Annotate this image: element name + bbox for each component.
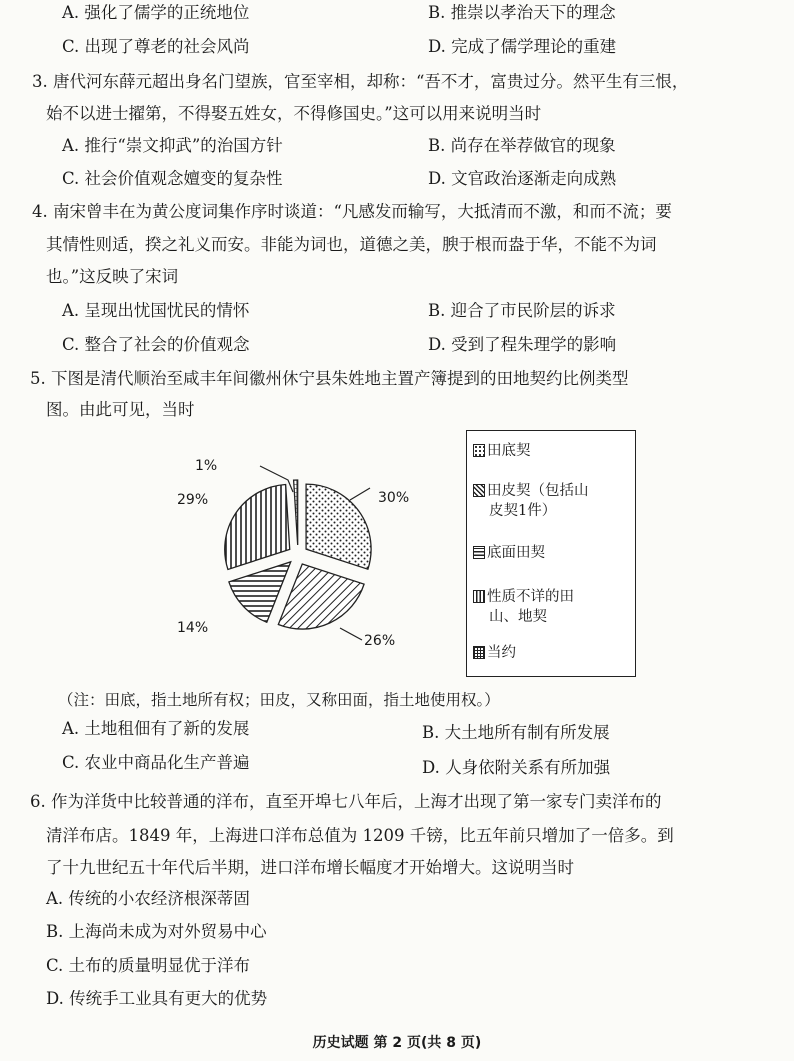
q3-stem-line2: 始不以进士擢第，不得娶五姓女，不得修国史。”这可以用来说明当时: [46, 104, 542, 123]
leader-line-30pct: [350, 488, 370, 500]
pie-label-29pct: 29%: [177, 492, 209, 508]
q4-stem-line3: 也。”这反映了宋词: [46, 267, 179, 286]
q6-option-a: A. 传统的小农经济根深蒂固: [46, 889, 250, 908]
q2-option-d: D. 完成了儒学理论的重建: [428, 37, 617, 56]
legend-item-tianpi: 田皮契（包括山 皮契1件）: [473, 481, 589, 521]
q5-stem-line2: 图。由此可见，当时: [46, 400, 195, 419]
leader-line-26pct: [340, 628, 362, 640]
legend-item-dangyue: 当约: [473, 643, 516, 663]
grid-swatch-icon: [473, 646, 485, 659]
q2-option-c: C. 出现了尊老的社会风尚: [62, 37, 250, 56]
q5-option-a: A. 土地租佃有了新的发展: [62, 719, 250, 738]
q3-option-d: D. 文官政治逐渐走向成熟: [428, 169, 617, 188]
pie-label-26pct: 26%: [364, 633, 396, 649]
diagonal-swatch-icon: [473, 484, 485, 497]
q3-option-a: A. 推行“崇文抑武”的治国方针: [62, 136, 283, 155]
q2-option-a: A. 强化了儒学的正统地位: [62, 3, 250, 22]
q5-option-d: D. 人身依附关系有所加强: [422, 758, 611, 777]
pie-slice-26pct: [278, 564, 364, 629]
q3-option-b: B. 尚存在举荐做官的现象: [428, 136, 616, 155]
q6-option-c: C. 土布的质量明显优于洋布: [46, 956, 251, 975]
q3-option-c: C. 社会价值观念嬗变的复杂性: [62, 169, 283, 188]
q5-note: （注：田底，指土地所有权；田皮，又称田面，指土地使用权。）: [58, 691, 500, 709]
dots-swatch-icon: [473, 444, 485, 457]
q4-option-c: C. 整合了社会的价值观念: [62, 335, 250, 354]
legend-item-buxiang: 性质不详的田 山、地契: [473, 587, 574, 627]
horizontal-swatch-icon: [473, 546, 485, 559]
q6-option-b: B. 上海尚未成为对外贸易中心: [46, 922, 267, 941]
legend-item-dimian: 底面田契: [473, 543, 545, 563]
q6-stem-line3: 了十九世纪五十年代后半期，进口洋布增长幅度才开始增大。这说明当时: [46, 858, 574, 877]
q5-option-c: C. 农业中商品化生产普遍: [62, 753, 250, 772]
pie-slice-14pct: [229, 562, 291, 622]
page-footer: 历史试题 第 2 页(共 8 页): [312, 1035, 482, 1051]
q4-option-a: A. 呈现出忧国忧民的情怀: [62, 301, 250, 320]
pie-slice-29pct: [225, 485, 290, 570]
q4-stem-line2: 其情性则适，揆之礼义而安。非能为词也，道德之美，腴于根而盎于华，不能不为词: [46, 235, 657, 254]
q4-stem-line1: 4. 南宋曾丰在为黄公度词集作序时谈道：“凡感发而输写，大抵清而不激，和而不流；要: [32, 202, 672, 221]
pie-label-14pct: 14%: [177, 620, 209, 636]
q5-option-b: B. 大土地所有制有所发展: [422, 723, 610, 742]
q6-option-d: D. 传统手工业具有更大的优势: [46, 989, 268, 1008]
q4-option-d: D. 受到了程朱理学的影响: [428, 335, 617, 354]
pie-slice-1pct: [294, 480, 298, 545]
pie-label-1pct: 1%: [195, 458, 218, 474]
legend-item-tiandi: 田底契: [473, 441, 531, 461]
q6-stem-line1: 6. 作为洋货中比较普通的洋布，直至开埠七八年后，上海才出现了第一家专门卖洋布的: [30, 792, 662, 811]
q4-option-b: B. 迎合了市民阶层的诉求: [428, 301, 616, 320]
vertical-swatch-icon: [473, 590, 485, 603]
q3-stem-line1: 3. 唐代河东薛元超出身名门望族，官至宰相，却称：“吾不才，富贵过分。然平生有三恨，: [32, 72, 689, 91]
q2-option-b: B. 推崇以孝治天下的理念: [428, 3, 616, 22]
chart-legend: [466, 430, 636, 677]
q5-stem-line1: 5. 下图是清代顺治至咸丰年间徽州休宁县朱姓地主置产簿提到的田地契约比例类型: [30, 369, 629, 388]
pie-slice-30pct: [306, 484, 371, 569]
pie-label-30pct: 30%: [378, 490, 410, 506]
q6-stem-line2: 清洋布店。1849 年，上海进口洋布总值为 1209 千镑，比五年前只增加了一倍多。到: [46, 826, 674, 845]
